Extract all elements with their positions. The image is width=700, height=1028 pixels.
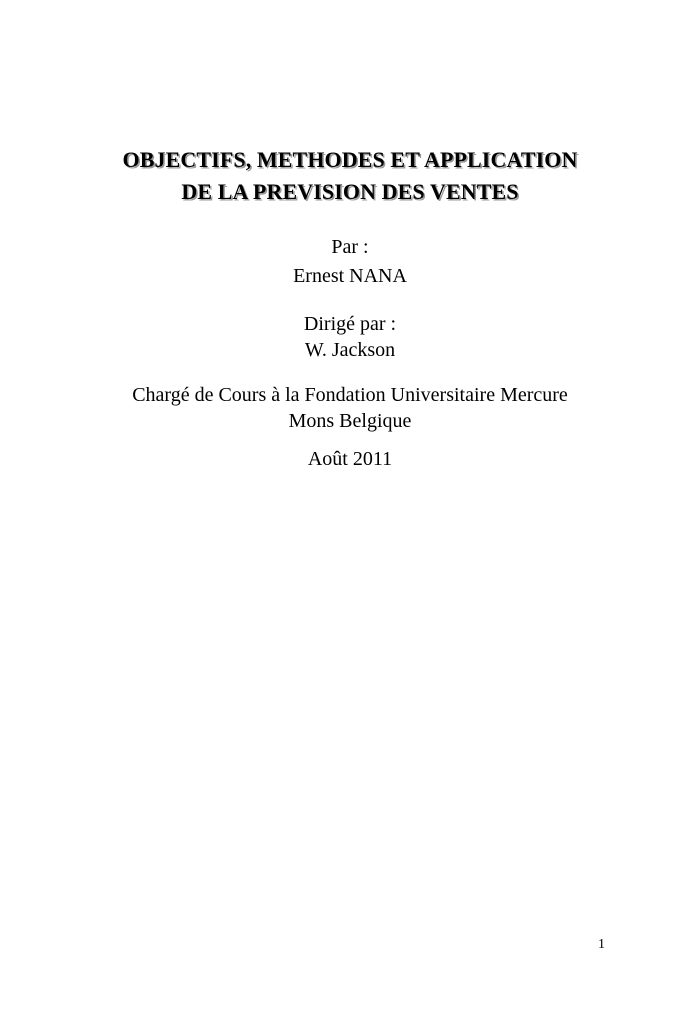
page-number: 1: [598, 937, 605, 952]
by-label: Par :: [331, 236, 369, 258]
affiliation: Chargé de Cours à la Fondation Universitaire Mercure: [132, 384, 568, 406]
location: Mons Belgique: [288, 410, 412, 432]
title-line-2: DE LA PREVISION DES VENTES: [181, 179, 519, 204]
title-line-1: OBJECTIFS, METHODES ET APPLICATION: [122, 147, 578, 172]
author-name: Ernest NANA: [293, 265, 407, 287]
directed-by-label: Dirigé par :: [303, 313, 397, 335]
director-name: W. Jackson: [304, 339, 396, 361]
date: Août 2011: [307, 448, 393, 470]
